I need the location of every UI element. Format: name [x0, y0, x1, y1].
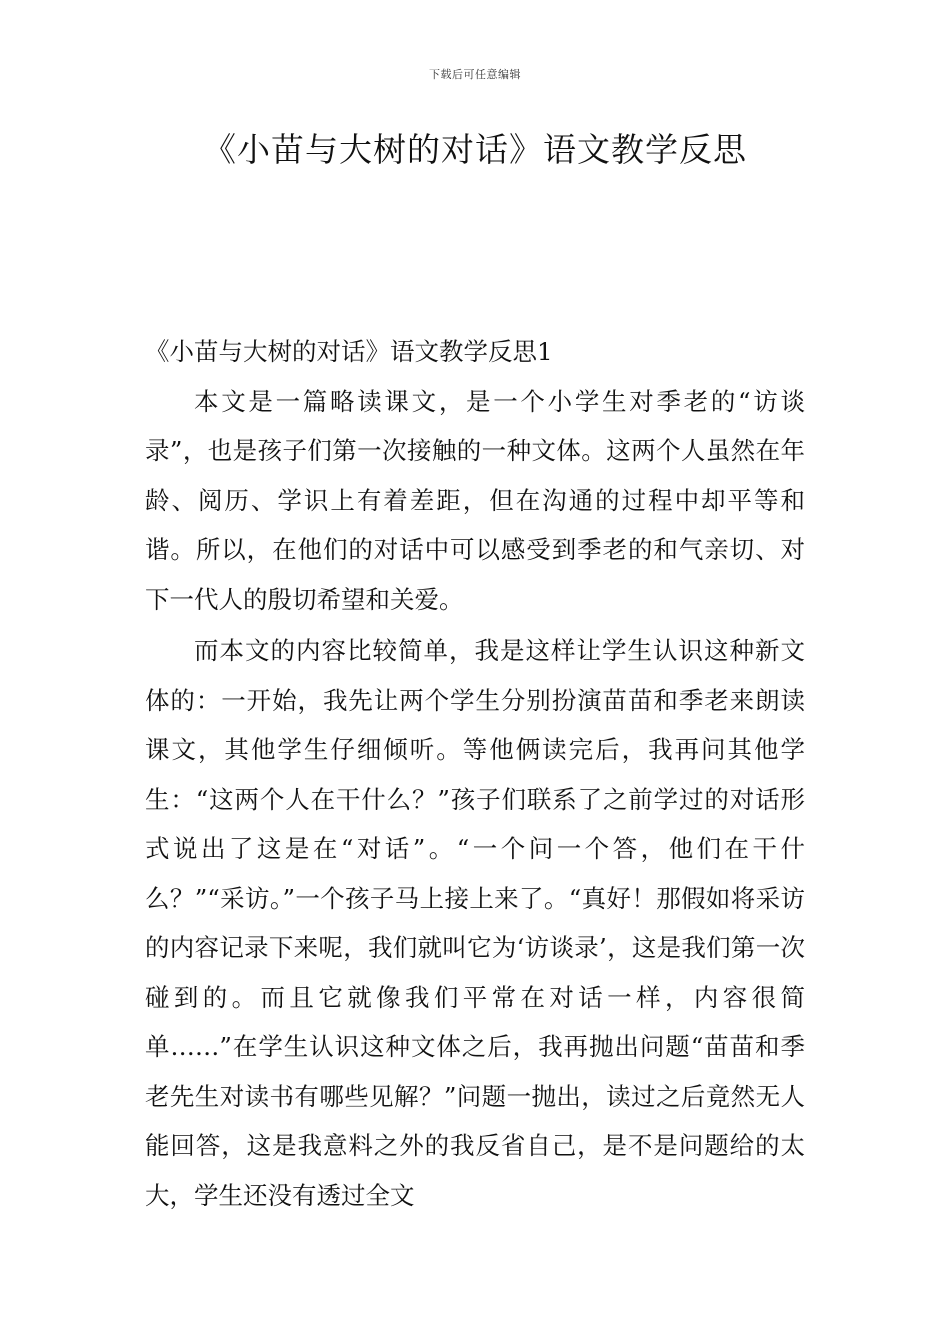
- document-body: [145, 327, 805, 1220]
- document-title: 《小苗与大树的对话》语文教学反思: [203, 130, 747, 169]
- section-heading: 《小苗与大树的对话》语文教学反思1: [145, 337, 553, 366]
- paragraph-2: 而本文的内容比较简单，我是这样让学生认识这种新文体的：一开始，我先让两个学生分别扮演苗苗和季老来朗读课文，其他学生仔细倾听。等他俩读完后，我再问其他学生：“这两个人在干什么？”孩子们联系了之前学过的对话形式说出了这是在“对话”。“一个问一个答，他们在干什么？”“采访。”一个孩子马上接上来了。“真好！那假如将采访的内容记录下来呢，我们就叫它为‘访谈录’，这是我们第一次碰到的。而且它就像我们平常在对话一样，内容很简单……”在学生认识这种文体之后，我再抛出问题“苗苗和季老先生对读书有哪些见解？”问题一抛出，读过之后竟然无人能回答，这是我意料之外的我反省自己，是不是问题给的太大，学生还没有透过全文: [145, 636, 805, 1210]
- header-note: 下载后可任意编辑: [429, 68, 521, 81]
- paragraph-1: 本文是一篇略读课文，是一个小学生对季老的“访谈录”，也是孩子们第一次接触的一种文体。这两个人虽然在年龄、阅历、学识上有着差距，但在沟通的过程中却平等和谐。所以，在他们的对话中可以感受到季老的和气亲切、对下一代人的殷切希望和关爱。: [145, 386, 805, 614]
